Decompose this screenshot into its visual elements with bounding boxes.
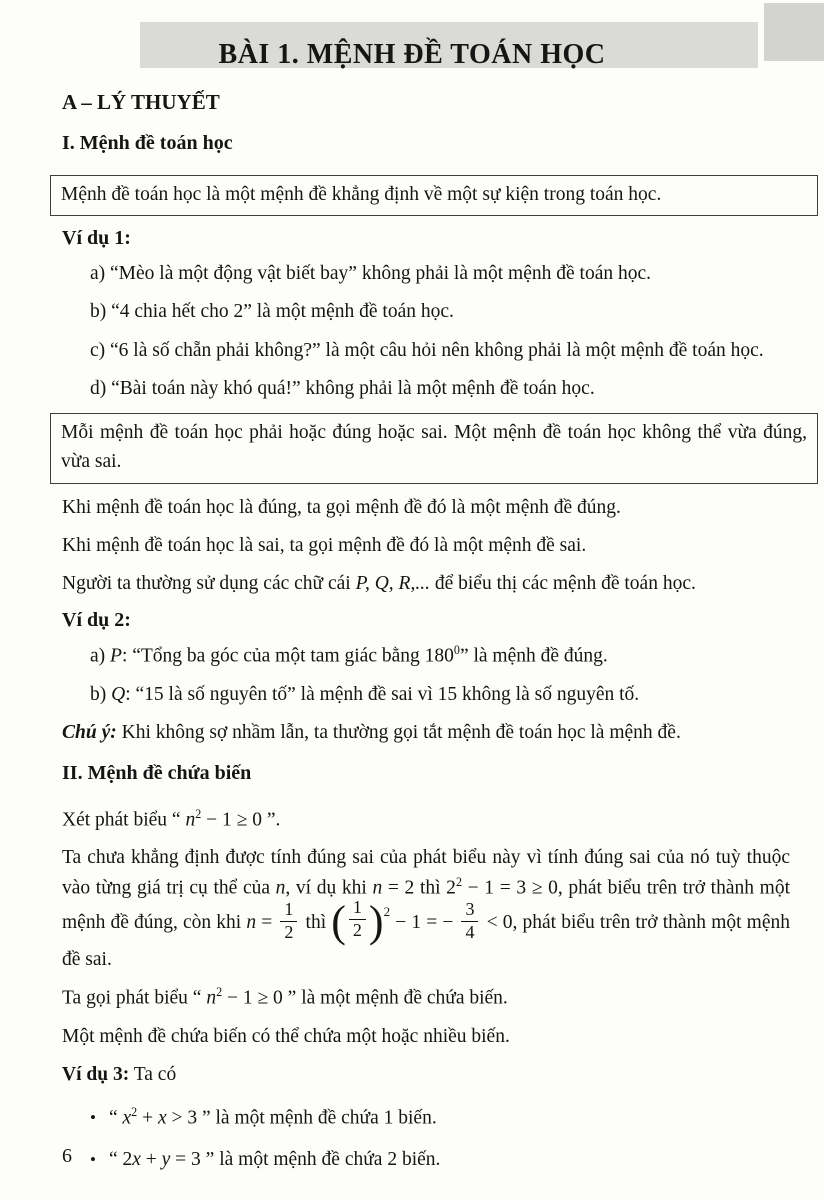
text-run: − 1 = − (390, 912, 459, 934)
math-var-x: x (122, 1107, 132, 1129)
text-run: < 0, phát biểu trên trở thành một mệnh đề sai. (62, 912, 790, 971)
math-var-P: P (110, 645, 122, 667)
text-run: ” là mệnh đề đúng. (459, 645, 608, 667)
paragraph-we-call (62, 983, 790, 1013)
subsection-heading-1: I. Mệnh đề toán học (62, 131, 233, 154)
text-run: Ta chưa khẳng định được tính đúng sai của phát biểu này vì tính đúng sai của nó tuỳ thuộc vào từng giá trị cụ thể của (62, 847, 790, 899)
example3-item-1 (62, 1103, 790, 1133)
lesson-title: BÀI 1. MỆNH ĐỀ TOÁN HỌC (218, 38, 606, 70)
math-var-Q: Q (111, 684, 126, 706)
superscript: 2 (383, 904, 391, 920)
example1-item-c: c) “6 là số chẵn phải không?” là một câu hỏi nên không phải là một mệnh đề toán học. (90, 339, 764, 361)
parenthesized-fraction (331, 897, 391, 947)
text-run: “ (108, 1107, 123, 1129)
math-var-n: n (246, 912, 257, 934)
bullet-icon: • (90, 1150, 96, 1170)
fraction-numerator: 1 (280, 900, 297, 922)
text-run: để biểu thị các mệnh đề toán học. (429, 573, 696, 595)
fraction-denominator: 2 (284, 922, 294, 943)
fraction-denominator: 4 (465, 922, 475, 943)
paragraph-consider (62, 805, 790, 835)
fraction-three-fourths (461, 900, 478, 943)
text-run: Ta gọi phát biểu “ (62, 987, 207, 1009)
example1-label: Ví dụ 1: (62, 227, 131, 250)
paragraph-analysis (62, 843, 790, 974)
example3-label: Ví dụ 3: (62, 1064, 130, 1086)
page-content (0, 90, 824, 1175)
definition-box-1: Mệnh đề toán học là một mệnh đề khẳng định về một sự kiện trong toán học. (50, 175, 818, 216)
text-run: = (256, 912, 278, 934)
fraction-one-half (349, 898, 366, 941)
text-run: > 3 ” là một mệnh đề chứa 1 biến. (166, 1107, 437, 1129)
superscript: 2 (455, 874, 462, 889)
paragraph-letters (62, 569, 790, 598)
definition-box-2: Mỗi mệnh đề toán học phải hoặc đúng hoặc sai. Một mệnh đề toán học không thể vừa đúng, vừa sai. (50, 413, 818, 484)
example3-item-2 (62, 1145, 790, 1174)
math-var-y: y (161, 1149, 171, 1171)
example2-label: Ví dụ 2: (62, 609, 131, 632)
math-var-n: n (185, 809, 196, 831)
example3-label-line (62, 1060, 790, 1089)
text-run: − 1 ≥ 0 ”. (201, 809, 281, 831)
section-heading-theory: A – LÝ THUYẾT (62, 89, 220, 114)
text-run: + (137, 1107, 158, 1129)
example1-item-d: d) “Bài toán này khó quá!” không phải là một mệnh đề toán học. (90, 377, 595, 399)
math-var-n: n (206, 987, 217, 1009)
superscript: 2 (131, 1104, 138, 1119)
paragraph-true-proposition: Khi mệnh đề toán học là đúng, ta gọi mệnh đề đó là một mệnh đề đúng. (62, 496, 621, 518)
page-number: 6 (62, 1145, 72, 1167)
bullet-icon: • (90, 1108, 96, 1128)
example2-item-b (62, 680, 790, 709)
text-run: − 1 = 3 ≥ 0, phát biểu trên trở thành một mệnh đề đúng, còn khi (62, 877, 790, 934)
right-paren: ) (368, 897, 384, 947)
left-paren: ( (331, 897, 346, 947)
text-run: : “15 là số nguyên tố” là mệnh đề sai vì 15 không là số nguyên tố. (125, 684, 640, 706)
text-run: Khi không sợ nhầm lẫn, ta thường gọi tắt mệnh đề toán học là mệnh đề. (116, 722, 681, 744)
note-paragraph (62, 718, 790, 747)
text-run: Xét phát biểu “ (62, 809, 186, 831)
fraction-numerator: 1 (349, 898, 366, 920)
fraction-numerator: 3 (461, 900, 478, 922)
superscript: 2 (216, 985, 223, 1000)
text-run: thì (300, 912, 332, 934)
text-run: : “Tổng ba góc của một tam giác bằng 180 (121, 645, 454, 667)
text-run: Người ta thường sử dụng các chữ cái (62, 573, 356, 595)
math-var-x: x (132, 1149, 141, 1171)
fraction-one-half (280, 900, 297, 943)
text-run: = 3 ” là một mệnh đề chứa 2 biến. (170, 1149, 441, 1171)
text-run: = 2 thì 2 (382, 877, 456, 899)
text-run: Ta có (129, 1064, 177, 1086)
superscript: 2 (195, 806, 202, 821)
math-var-x: x (157, 1107, 167, 1129)
text-run: a) (90, 645, 111, 667)
math-var-n: n (372, 877, 383, 899)
text-run: b) (90, 684, 112, 706)
text-run: − 1 ≥ 0 ” là một mệnh đề chứa biến. (222, 987, 508, 1009)
paragraph-multi-variables: Một mệnh đề chứa biến có thể chứa một hoặc nhiều biến. (62, 1026, 510, 1048)
paragraph-false-proposition: Khi mệnh đề toán học là sai, ta gọi mệnh đề đó là một mệnh đề sai. (62, 534, 587, 556)
math-var-n: n (275, 877, 286, 899)
note-label: Chú ý: (62, 722, 117, 744)
superscript: 0 (453, 643, 460, 658)
math-letters: P, Q, R,... (355, 573, 430, 595)
example2-item-a (62, 641, 790, 671)
text-run: + (140, 1149, 162, 1171)
example1-item-b: b) “4 chia hết cho 2” là một mệnh đề toán học. (90, 301, 454, 323)
example1-item-a: a) “Mèo là một động vật biết bay” không phải là một mệnh đề toán học. (90, 263, 652, 285)
text-run: “ 2 (108, 1149, 133, 1171)
fraction-denominator: 2 (352, 920, 362, 941)
text-run: , ví dụ khi (285, 877, 373, 899)
subsection-heading-2: II. Mệnh đề chứa biến (62, 761, 252, 784)
